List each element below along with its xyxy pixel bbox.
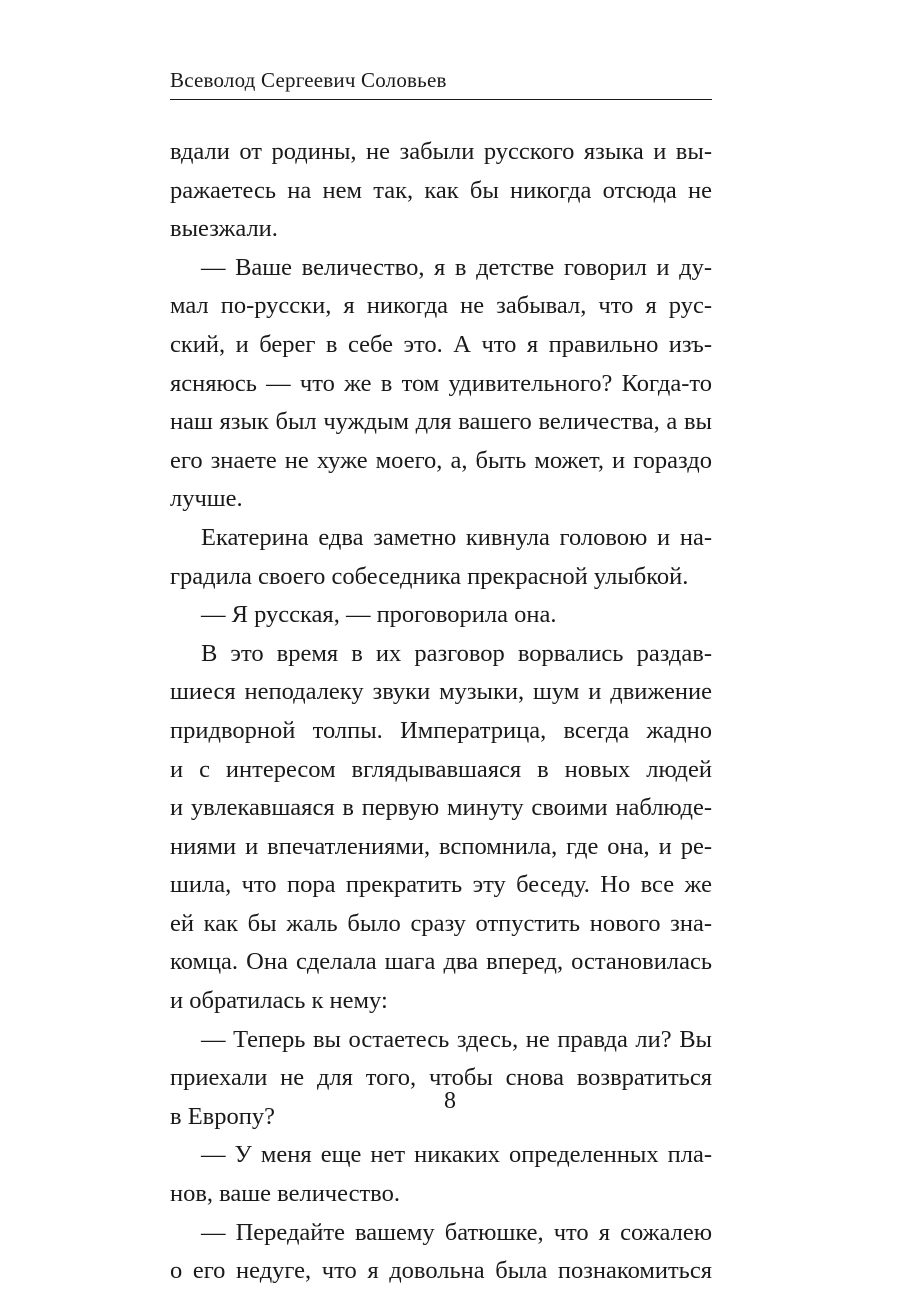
page-number: 8 bbox=[444, 1088, 456, 1114]
text-line: — Передайте вашему батюшке, что я сожалею bbox=[201, 1218, 712, 1246]
text-line: — Ваше величество, я в детстве говорил и ду- bbox=[201, 253, 712, 281]
text-line: градила своего собеседника прекрасной улыбкой. bbox=[170, 562, 689, 590]
text-line: ей как бы жаль было сразу отпустить нового зна- bbox=[170, 909, 712, 937]
text-line: шиеся неподалеку звуки музыки, шум и движение bbox=[170, 678, 712, 706]
text-line: придворной толпы. Императрица, всегда жадно bbox=[170, 716, 712, 744]
text-line: нов, ваше величество. bbox=[170, 1180, 400, 1208]
text-line: и с интересом вглядывавшаяся в новых людей bbox=[170, 755, 712, 783]
text-line: выезжали. bbox=[170, 215, 278, 243]
text-line: комца. Она сделала шага два вперед, остановилась bbox=[170, 948, 712, 976]
text-line: Екатерина едва заметно кивнула головою и на- bbox=[201, 523, 712, 551]
text-line: шила, что пора прекратить эту беседу. Но все же bbox=[170, 871, 712, 899]
text-line: — Теперь вы остаетесь здесь, не правда ли? Вы bbox=[201, 1025, 712, 1053]
header-rule bbox=[170, 99, 712, 100]
text-line: В это время в их разговор ворвались раздав- bbox=[201, 639, 712, 667]
text-line: его знаете не хуже моего, а, быть может, и гораздо bbox=[170, 446, 712, 474]
text-line: — Я русская, — проговорила она. bbox=[201, 601, 557, 629]
text-line: и увлекавшаяся в первую минуту своими наблюде- bbox=[170, 794, 712, 822]
text-line: о его недуге, что я довольна была познакомиться bbox=[170, 1257, 712, 1285]
running-head-title: Всеволод Сергеевич Соловьев bbox=[170, 68, 447, 92]
text-line: лучше. bbox=[170, 485, 243, 513]
text-line: ниями и впечатлениями, вспомнила, где она, и ре- bbox=[170, 832, 712, 860]
text-line: в Европу? bbox=[170, 1102, 275, 1130]
text-line: ский, и берег в себе это. А что я правильно изъ- bbox=[170, 330, 712, 358]
text-line: мал по-русски, я никогда не забывал, что я рус- bbox=[170, 292, 712, 320]
text-line: ражаетесь на нем так, как бы никогда отсюда не bbox=[170, 176, 712, 204]
text-line: наш язык был чуждым для вашего величества, а вы bbox=[170, 408, 712, 436]
text-line: ясняюсь — что же в том удивительного? Когда-то bbox=[170, 369, 712, 397]
text-line: — У меня еще нет никаких определенных пла- bbox=[201, 1141, 712, 1169]
text-line: вдали от родины, не забыли русского языка и вы- bbox=[170, 138, 712, 165]
text-line: и обратилась к нему: bbox=[170, 987, 388, 1015]
body-text bbox=[170, 133, 712, 1291]
text-line: приехали не для того, чтобы снова возвратиться bbox=[170, 1064, 712, 1092]
